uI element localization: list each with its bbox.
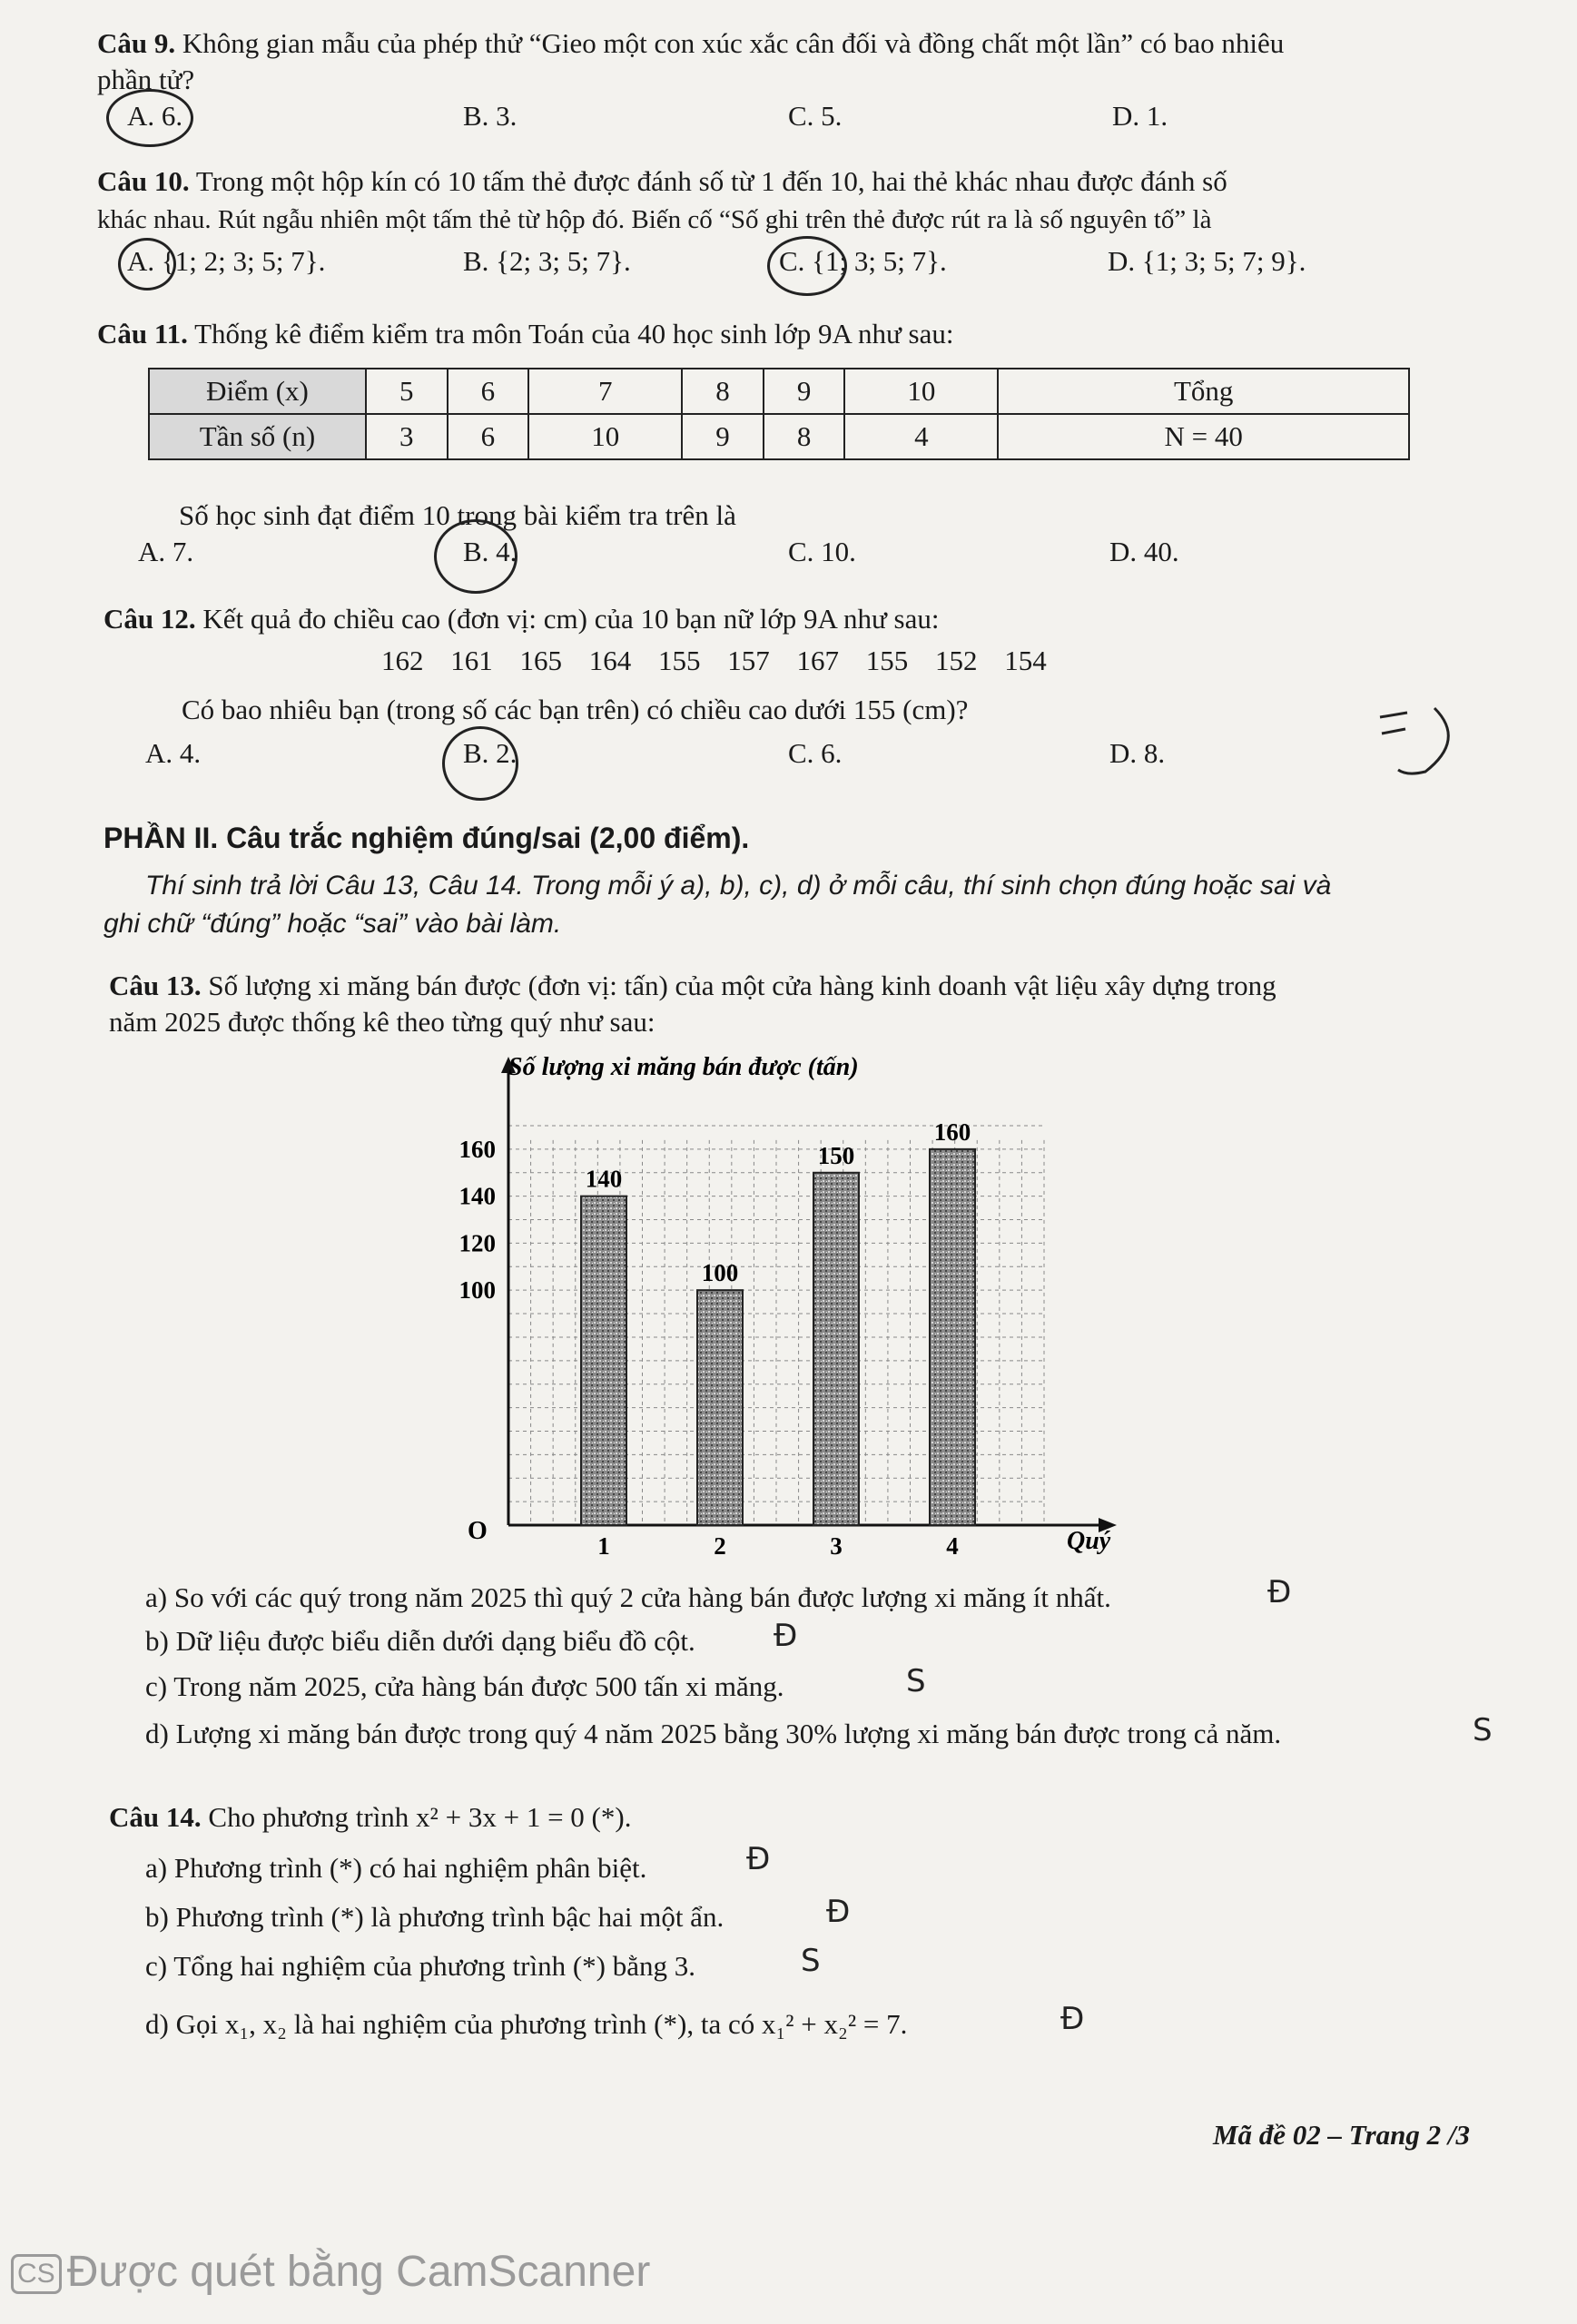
q13-mark-d: S (1473, 1712, 1493, 1748)
q10-line2: khác nhau. Rút ngẫu nhiên một tấm thẻ từ hộp đó. Biến cố “Số ghi trên thẻ được rút ra là số nguyên tố” là (97, 205, 1212, 234)
q10-option-d[interactable]: D. {1; 3; 5; 7; 9}. (1108, 245, 1306, 277)
q9-answer-circle (106, 89, 193, 147)
table-cell: 8 (682, 369, 764, 414)
part2-instruction-1: Thí sinh trả lời Câu 13, Câu 14. Trong mỗi ý a), b), c), d) ở mỗi câu, thí sinh chọn đúng hoặc sai và (145, 871, 1332, 901)
q12-option-a[interactable]: A. 4. (145, 737, 202, 769)
q12-line: Câu 12. Kết quả đo chiều cao (đơn vị: cm) của 10 bạn nữ lớp 9A như sau: (103, 603, 940, 635)
x-tick-label: 1 (597, 1532, 610, 1560)
page-footer: Mã đề 02 – Trang 2 /3 (1212, 2119, 1470, 2151)
q9-option-b[interactable]: B. 3. (463, 100, 517, 132)
q13-line1: Câu 13. Số lượng xi măng bán được (đơn vị: tấn) của một cửa hàng kinh doanh vật liệu xây dựng trong (109, 970, 1276, 1001)
bar-value-label: 140 (585, 1165, 623, 1193)
table-row (149, 369, 1409, 414)
q11-option-a[interactable]: A. 7. (138, 536, 194, 567)
bar-q3 (813, 1173, 859, 1525)
q14-mark-a: Đ (746, 1841, 771, 1877)
q12-answer-circle (442, 726, 518, 801)
y-tick-label: 100 (458, 1276, 496, 1305)
q14-item-c: c) Tổng hai nghiệm của phương trình (*) bằng 3. (145, 1950, 695, 1982)
q13-mark-c: S (906, 1663, 926, 1699)
table-cell: 8 (764, 414, 845, 459)
q10-option-b[interactable]: B. {2; 3; 5; 7}. (463, 245, 631, 277)
table-cell: Tổng (998, 369, 1409, 414)
q13-label: Câu 13. (109, 970, 202, 1001)
table-cell: 3 (366, 414, 448, 459)
bar-q1 (581, 1196, 626, 1525)
q14-label: Câu 14. (109, 1801, 202, 1833)
q11-option-d[interactable]: D. 40. (1109, 536, 1179, 567)
q11-label: Câu 11. (97, 318, 188, 350)
x-tick-label: 2 (714, 1532, 726, 1560)
table-cell: 10 (528, 414, 682, 459)
q10-option-c[interactable]: C. {1; 3; 5; 7}. (779, 245, 947, 277)
q10-answer-circle-a (118, 238, 176, 290)
bar-chart (436, 1044, 1162, 1571)
table-cell: 5 (366, 369, 448, 414)
table-cell: 9 (682, 414, 764, 459)
table-cell: 10 (844, 369, 998, 414)
bar-value-label: 150 (817, 1141, 855, 1169)
table-cell: 6 (448, 369, 529, 414)
q13-item-b: b) Dữ liệu được biểu diễn dưới dạng biểu đồ cột. (145, 1625, 695, 1657)
q12-label: Câu 12. (103, 603, 196, 635)
part2-title: PHẦN II. Câu trắc nghiệm đúng/sai (2,00 điểm). (103, 822, 750, 854)
q9-line2: phần tử? (97, 64, 195, 95)
q10-line1: Câu 10. Trong một hộp kín có 10 tấm thẻ được đánh số từ 1 đến 10, hai thẻ khác nhau được đánh số (97, 165, 1227, 197)
chart-y-axis-label: Số lượng xi măng bán được (tấn) (508, 1053, 859, 1081)
q14-item-d: d) Gọi x₁, x₂ là hai nghiệm của phương trình (*), ta có x₁² + x₂² = 7. (145, 2008, 908, 2040)
q14-line: Câu 14. Cho phương trình x² + 3x + 1 = 0 (*). (109, 1801, 632, 1833)
q12-option-d[interactable]: D. 8. (1109, 737, 1166, 769)
q11-question: Số học sinh đạt điểm 10 trong bài kiểm tra trên là (179, 499, 736, 531)
q14-mark-d: Đ (1060, 2001, 1085, 2037)
q12-heights: 162 161 165 164 155 157 167 155 152 154 (381, 645, 1047, 676)
q12-option-b[interactable]: B. 2. (463, 737, 517, 769)
q13-item-a: a) So với các quý trong năm 2025 thì quý 2 cửa hàng bán được lượng xi măng ít nhất. (145, 1581, 1111, 1613)
bar-value-label: 100 (701, 1259, 739, 1287)
part2-instruction-2: ghi chữ “đúng” hoặc “sai” vào bài làm. (103, 909, 562, 939)
table-cell: 7 (528, 369, 682, 414)
y-tick-label: 140 (458, 1182, 496, 1210)
q11-option-c[interactable]: C. 10. (788, 536, 856, 567)
table-head-score: Điểm (x) (149, 369, 366, 414)
table-head-frequency: Tần số (n) (149, 414, 366, 459)
q13-item-d: d) Lượng xi măng bán được trong quý 4 năm 2025 bằng 30% lượng xi măng bán được trong cả năm. (145, 1718, 1282, 1749)
q14-mark-b: Đ (826, 1894, 851, 1930)
q9-option-c[interactable]: C. 5. (788, 100, 843, 132)
table-cell: 4 (844, 414, 998, 459)
q13-mark-b: Đ (774, 1618, 798, 1654)
chart-x-axis-label: Quý (1067, 1527, 1111, 1555)
camscanner-logo-icon: CS (11, 2254, 62, 2294)
bar-value-label: 160 (933, 1118, 971, 1146)
camscanner-watermark: CS Được quét bằng CamScanner (11, 2247, 650, 2297)
q10-label: Câu 10. (97, 165, 190, 197)
bar-q2 (697, 1290, 743, 1525)
q12-option-c[interactable]: C. 6. (788, 737, 843, 769)
q9-option-d[interactable]: D. 1. (1112, 100, 1168, 132)
q11-line: Câu 11. Thống kê điểm kiểm tra môn Toán của 40 học sinh lớp 9A như sau: (97, 318, 954, 350)
q13-line2: năm 2025 được thống kê theo từng quý như sau: (109, 1006, 655, 1038)
table-row (149, 414, 1409, 459)
x-tick-label: 3 (830, 1532, 843, 1560)
q14-mark-c: S (801, 1943, 821, 1979)
x-tick-label: 4 (946, 1532, 959, 1560)
frequency-table (148, 368, 1410, 460)
table-cell: N = 40 (998, 414, 1409, 459)
q12-question: Có bao nhiêu bạn (trong số các bạn trên) có chiều cao dưới 155 (cm)? (182, 694, 969, 725)
q13-item-c: c) Trong năm 2025, cửa hàng bán được 500 tấn xi măng. (145, 1670, 784, 1702)
q10-option-a[interactable]: A. {1; 2; 3; 5; 7}. (127, 245, 326, 277)
q9-label: Câu 9. (97, 27, 176, 59)
q14-item-a: a) Phương trình (*) có hai nghiệm phân biệt. (145, 1852, 647, 1884)
table-cell: 9 (764, 369, 845, 414)
q9-option-a[interactable]: A. 6. (127, 100, 183, 132)
smiley-doodle-icon (1371, 699, 1471, 781)
y-tick-label: 160 (458, 1135, 496, 1163)
q10-answer-circle-c (767, 236, 847, 296)
q11-answer-circle (434, 519, 517, 594)
chart-origin-label: O (468, 1517, 488, 1545)
q14-item-b: b) Phương trình (*) là phương trình bậc hai một ẩn. (145, 1901, 724, 1933)
y-tick-label: 120 (458, 1229, 496, 1257)
bar-q4 (930, 1149, 975, 1525)
q11-option-b[interactable]: B. 4. (463, 536, 517, 567)
q13-mark-a: Đ (1267, 1574, 1292, 1610)
q9-line1: Câu 9. Không gian mẫu của phép thử “Gieo một con xúc xắc cân đối và đồng chất một lần” có bao nhiêu (97, 27, 1285, 59)
table-cell: 6 (448, 414, 529, 459)
